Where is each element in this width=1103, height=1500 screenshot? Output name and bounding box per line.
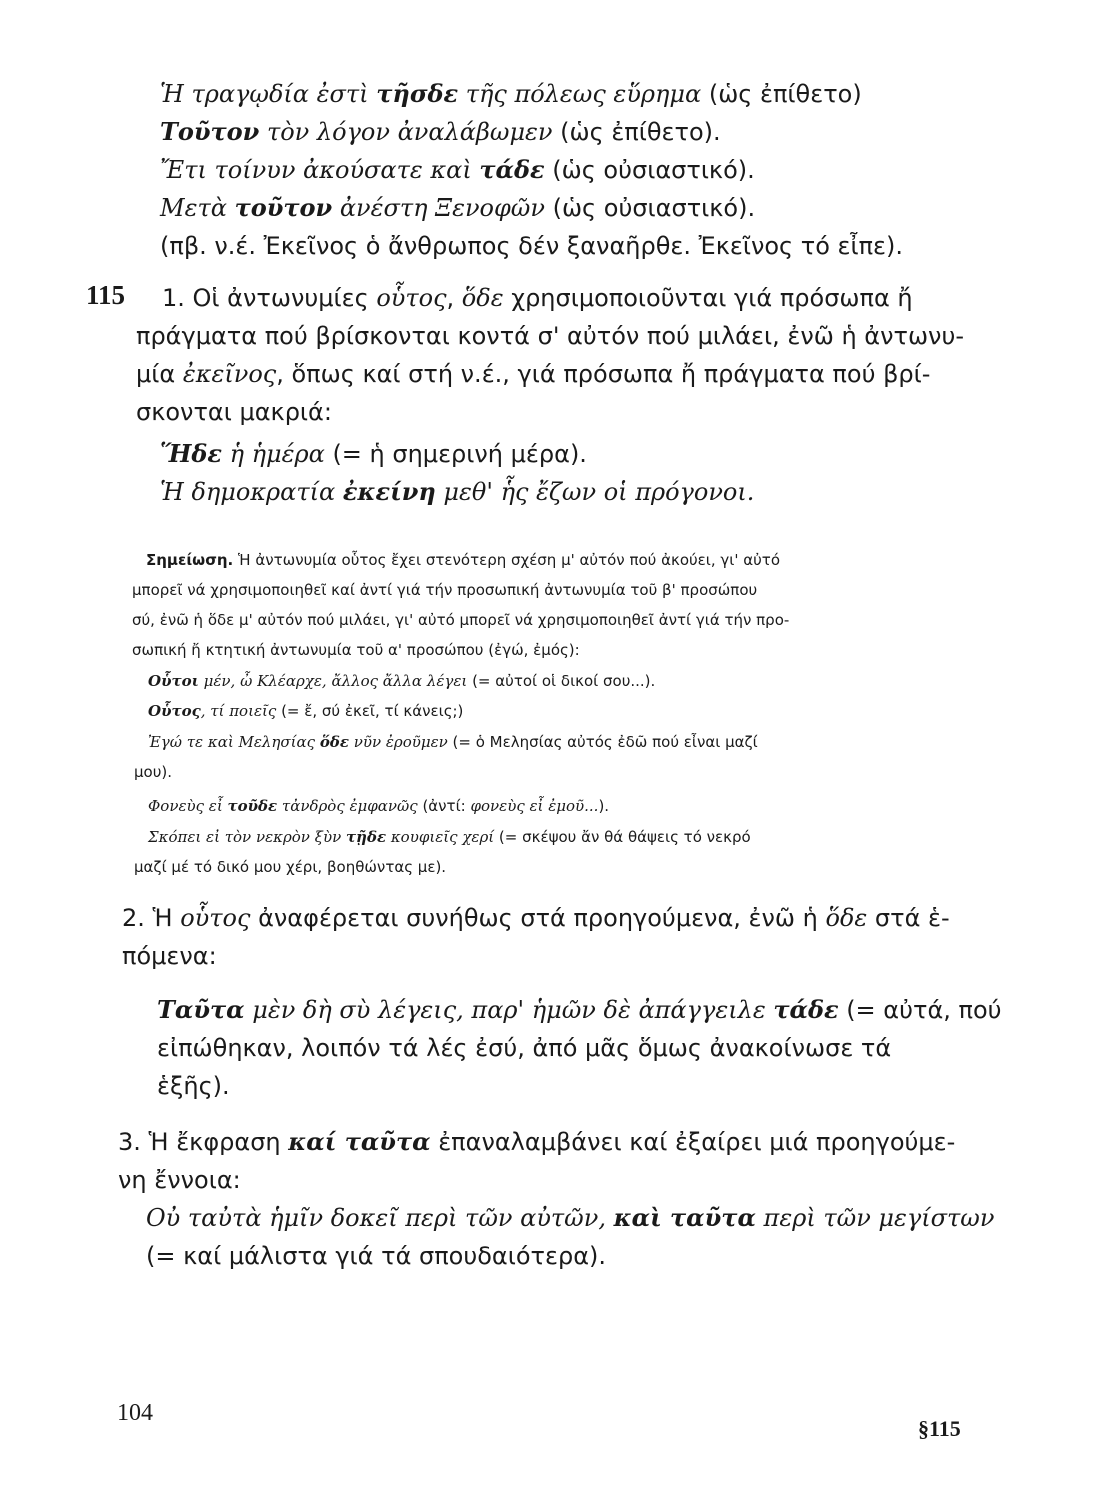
example-line-1: Ἡ τραγῳδία ἐστὶ τῆσδε τῆς πόλεως εὕρημα (ὡς ἐπίθετο) (160, 79, 862, 108)
point3-line-2: νη ἔννοια: (118, 1166, 241, 1194)
point2-example-line-3: ἑξῆς). (157, 1072, 230, 1100)
point2-line-2: πόμενα: (122, 942, 217, 970)
point1-example-2: Ἡ δημοκρατία ἐκείνη μεθ' ἧς ἔζων οἱ πρόγονοι. (160, 477, 755, 506)
note-example-3-cont: μου). (134, 763, 173, 781)
note-example-5-cont: μαζί μέ τό δικό μου χέρι, βοηθώντας με). (134, 858, 447, 876)
note-label: Σημείωση. (146, 551, 234, 569)
example-line-4: Μετὰ τοῦτον ἀνέστη Ξενοφῶν (ὡς οὐσιαστικό). (160, 193, 756, 222)
note-example-4: Φονεὺς εἶ τοῦδε τἀνδρὸς ἐμφανῶς (ἀντί: φονεὺς εἶ ἐμοῦ...). (148, 797, 610, 815)
point3-line-1: 3. Ἡ ἔκφραση καί ταῦτα ἐπαναλαμβάνει καί ἐξαίρει μιά προηγούμε- (118, 1127, 956, 1156)
note-line-2: μπορεῖ νά χρησιμοποιηθεῖ καί ἀντί γιά τήν προσωπική ἀντωνυμία τοῦ β' προσώπου (132, 581, 758, 599)
note-top: (πβ. ν.έ. Ἐκεῖνος ὁ ἄνθρωπος δέν ξαναῆρθε. Ἐκεῖνος τό εἶπε). (160, 232, 904, 260)
point2-line-1: 2. Ἡ οὗτος ἀναφέρεται συνήθως στά προηγούμενα, ἐνῶ ἡ ὅδε στά ἑ- (122, 904, 950, 932)
point3-example-line-2: (= καί μάλιστα γιά τά σπουδαιότερα). (146, 1242, 607, 1270)
point1-line-2: πράγματα πού βρίσκονται κοντά σ' αὐτόν πού μιλάει, ἐνῶ ἡ ἀντωνυ- (136, 322, 965, 350)
point1-line-3: μία ἐκεῖνος, ὅπως καί στή ν.έ., γιά πρόσωπα ἤ πράγματα πού βρί- (136, 360, 931, 388)
section-number: 115 (86, 280, 126, 310)
example-line-2: Τοῦτον τὸν λόγον ἀναλάβωμεν (ὡς ἐπίθετο). (160, 117, 721, 146)
point2-example-line-2: εἰπώθηκαν, λοιπόν τά λές ἐσύ, ἀπό μᾶς ὅμως ἀνακοίνωσε τά (157, 1034, 892, 1062)
footer-section: §115 (918, 1416, 961, 1441)
note-line-4: σωπική ἤ κτητική ἀντωνυμία τοῦ α' προσώπου (ἐγώ, ἐμός): (132, 641, 580, 659)
point1-line-1: 1. Οἱ ἀντωνυμίες οὗτος, ὅδε χρησιμοποιοῦνται γιά πρόσωπα ἤ (162, 284, 913, 312)
note-example-5: Σκόπει εἰ τὸν νεκρὸν ξὺν τῇδε κουφιεῖς χερί (= σκέψου ἄν θά θάψεις τό νεκρό (148, 828, 751, 846)
page-number: 104 (117, 1400, 153, 1426)
example-line-3: Ἔτι τοίνυν ἀκούσατε καὶ τάδε (ὡς οὐσιαστικό). (160, 155, 755, 184)
note-example-1: Οὗτοι μέν, ὦ Κλέαρχε, ἄλλος ἄλλα λέγει (= αὐτοί οἱ δικοί σου...). (148, 672, 656, 690)
point3-example-line-1: Οὐ ταὐτὰ ἡμῖν δοκεῖ περὶ τῶν αὐτῶν, καὶ ταῦτα περὶ τῶν μεγίστων (146, 1203, 995, 1232)
note-line-3: σύ, ἐνῶ ἡ ὅδε μ' αὐτόν πού μιλάει, γι' αὐτό μπορεῖ νά χρησιμοποιηθεῖ ἀντί γιά τήν προ- (132, 611, 790, 629)
note-example-2: Οὗτος, τί ποιεῖς (= ἔ, σύ ἐκεῖ, τί κάνεις;) (148, 702, 464, 720)
point1-example-1: Ἥδε ἡ ἡμέρα (= ἡ σημερινή μέρα). (160, 439, 587, 468)
note-line-1: Σημείωση. Ἡ ἀντωνυμία οὗτος ἔχει στενότερη σχέση μ' αὐτόν πού ἀκούει, γι' αὐτό (146, 551, 781, 569)
note-example-3: Ἐγώ τε καὶ Μελησίας ὅδε νῦν ἐροῦμεν (= ὁ Μελησίας αὐτός ἐδῶ πού εἶναι μαζί (148, 733, 758, 751)
point1-line-4: σκονται μακριά: (136, 398, 332, 426)
point2-example-line-1: Ταῦτα μὲν δὴ σὺ λέγεις, παρ' ἡμῶν δὲ ἀπάγγειλε τάδε (= αὐτά, πού (157, 995, 1002, 1024)
